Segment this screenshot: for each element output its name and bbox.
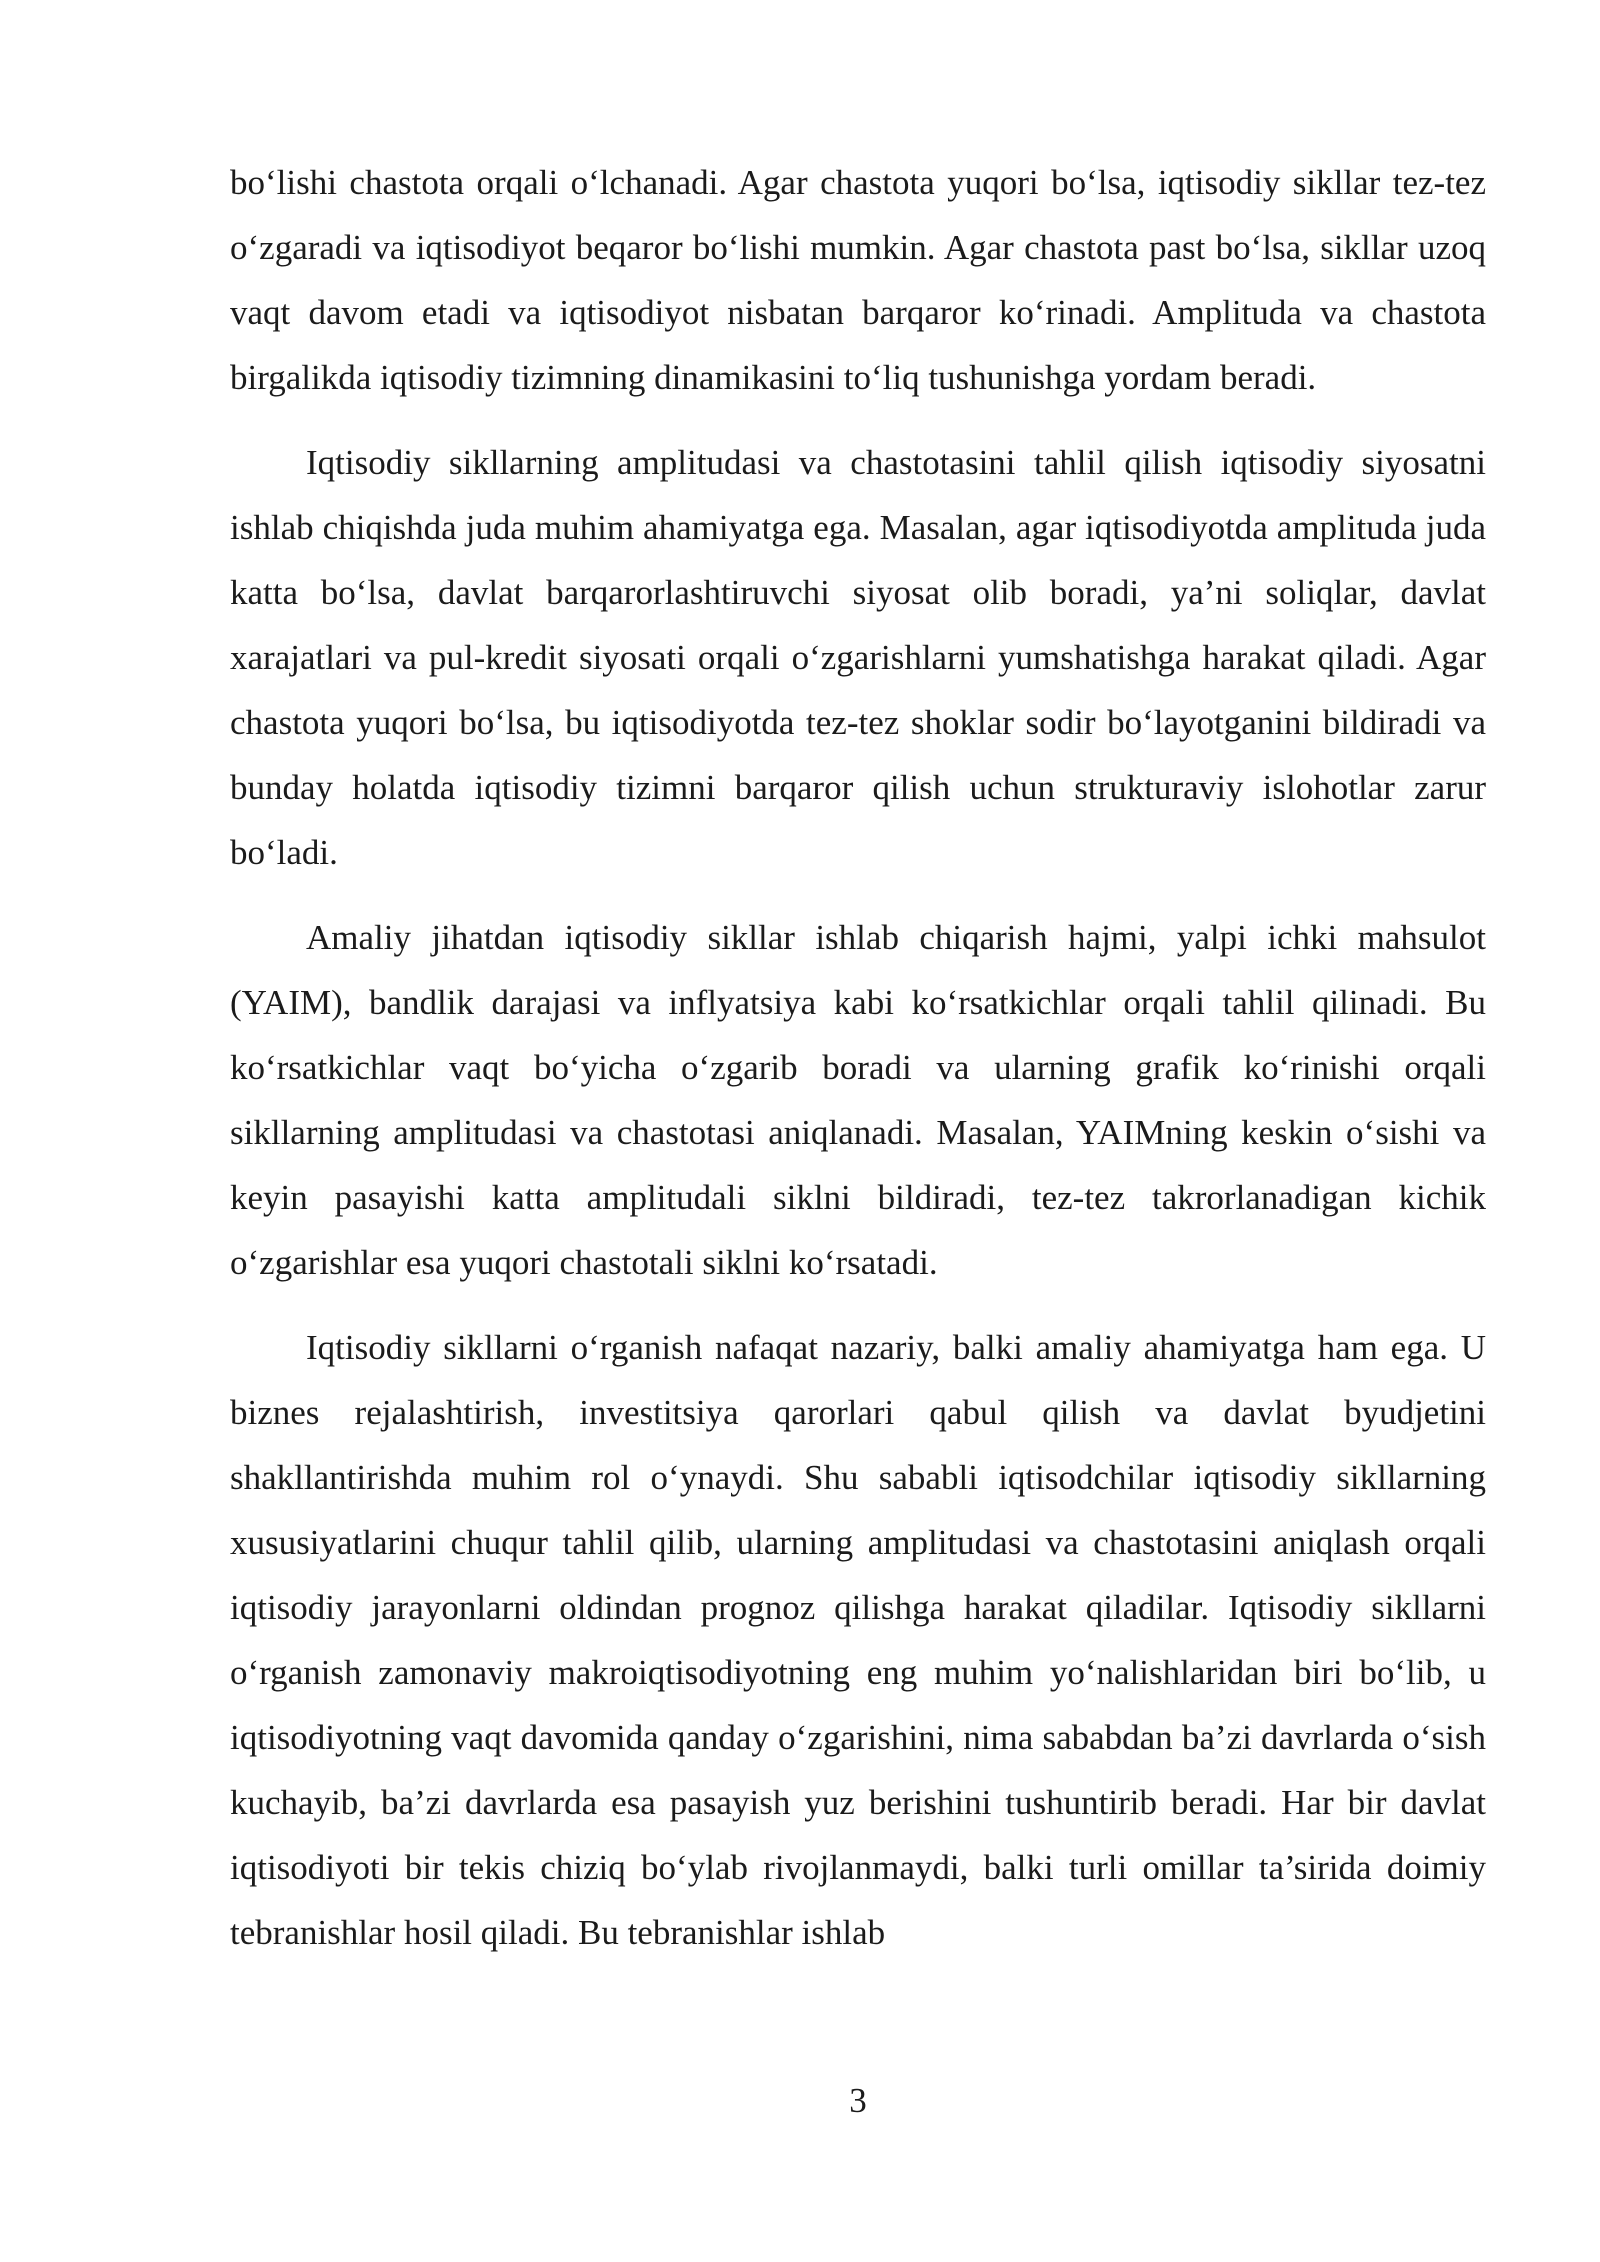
page-number: 3	[849, 2081, 867, 2120]
paragraph-practical-indicators: Amaliy jihatdan iqtisodiy sikllar ishlab chiqarish hajmi, yalpi ichki mahsulot (YAIM), bandlik darajasi va inflyatsiya kabi ko‘rsatkichlar orqali tahlil qilinadi. Bu ko‘rsatkichlar vaqt bo‘yicha o‘zgarib boradi va ularning grafik ko‘rinishi orqali sikllarning amplitudasi va chastotasi aniqlanadi. Masalan, YAIMning keskin o‘sishi va keyin pasayishi katta amplitudali siklni bildiradi, tez-tez takrorlanadigan kichik o‘zgarishlar esa yuqori chastotali siklni ko‘rsatadi.	[230, 918, 1486, 1282]
paragraph-policy-analysis: Iqtisodiy sikllarning amplitudasi va chastotasini tahlil qilish iqtisodiy siyosatni ishlab chiqishda juda muhim ahamiyatga ega. Masalan, agar iqtisodiyotda amplituda juda katta bo‘lsa, davlat barqarorlashtiruvchi siyosat olib boradi, ya’ni soliqlar, davlat xarajatlari va pul-kredit siyosati orqali o‘zgarishlarni yumshatishga harakat qiladi. Agar chastota yuqori bo‘lsa, bu iqtisodiyotda tez-tez shoklar sodir bo‘layotganini bildiradi va bunday holatda iqtisodiy tizimni barqaror qilish uchun strukturaviy islohotlar zarur bo‘ladi.	[230, 443, 1486, 872]
paragraph-importance: Iqtisodiy sikllarni o‘rganish nafaqat nazariy, balki amaliy ahamiyatga ham ega. U biznes rejalashtirish, investitsiya qarorlari qabul qilish va davlat byudjetini shakllantirishda muhim rol o‘ynaydi. Shu sababli iqtisodchilar iqtisodiy sikllarning xususiyatlarini chuqur tahlil qilib, ularning amplitudasi va chastotasini aniqlash orqali iqtisodiy jarayonlarni oldindan prognoz qilishga harakat qiladilar. Iqtisodiy sikllarni o‘rganish zamonaviy makroiqtisodiyotning eng muhim yo‘nalishlaridan biri bo‘lib, u iqtisodiyotning vaqt davomida qanday o‘zgarishini, nima sababdan ba’zi davrlarda o‘sish kuchayib, ba’zi davrlarda esa pasayish yuz berishini tushuntirib beradi. Har bir davlat iqtisodiyoti bir tekis chiziq bo‘ylab rivojlanmaydi, balki turli omillar ta’sirida doimiy tebranishlar hosil qiladi. Bu tebranishlar ishlab	[230, 1328, 1486, 1952]
paragraph-continuation: bo‘lishi chastota orqali o‘lchanadi. Agar chastota yuqori bo‘lsa, iqtisodiy sikllar tez-tez o‘zgaradi va iqtisodiyot beqaror bo‘lishi mumkin. Agar chastota past bo‘lsa, sikllar uzoq vaqt davom etadi va iqtisodiyot nisbatan barqaror ko‘rinadi. Amplituda va chastota birgalikda iqtisodiy tizimning dinamikasini to‘liq tushunishga yordam beradi.	[230, 163, 1486, 397]
body-text	[230, 150, 1486, 1985]
